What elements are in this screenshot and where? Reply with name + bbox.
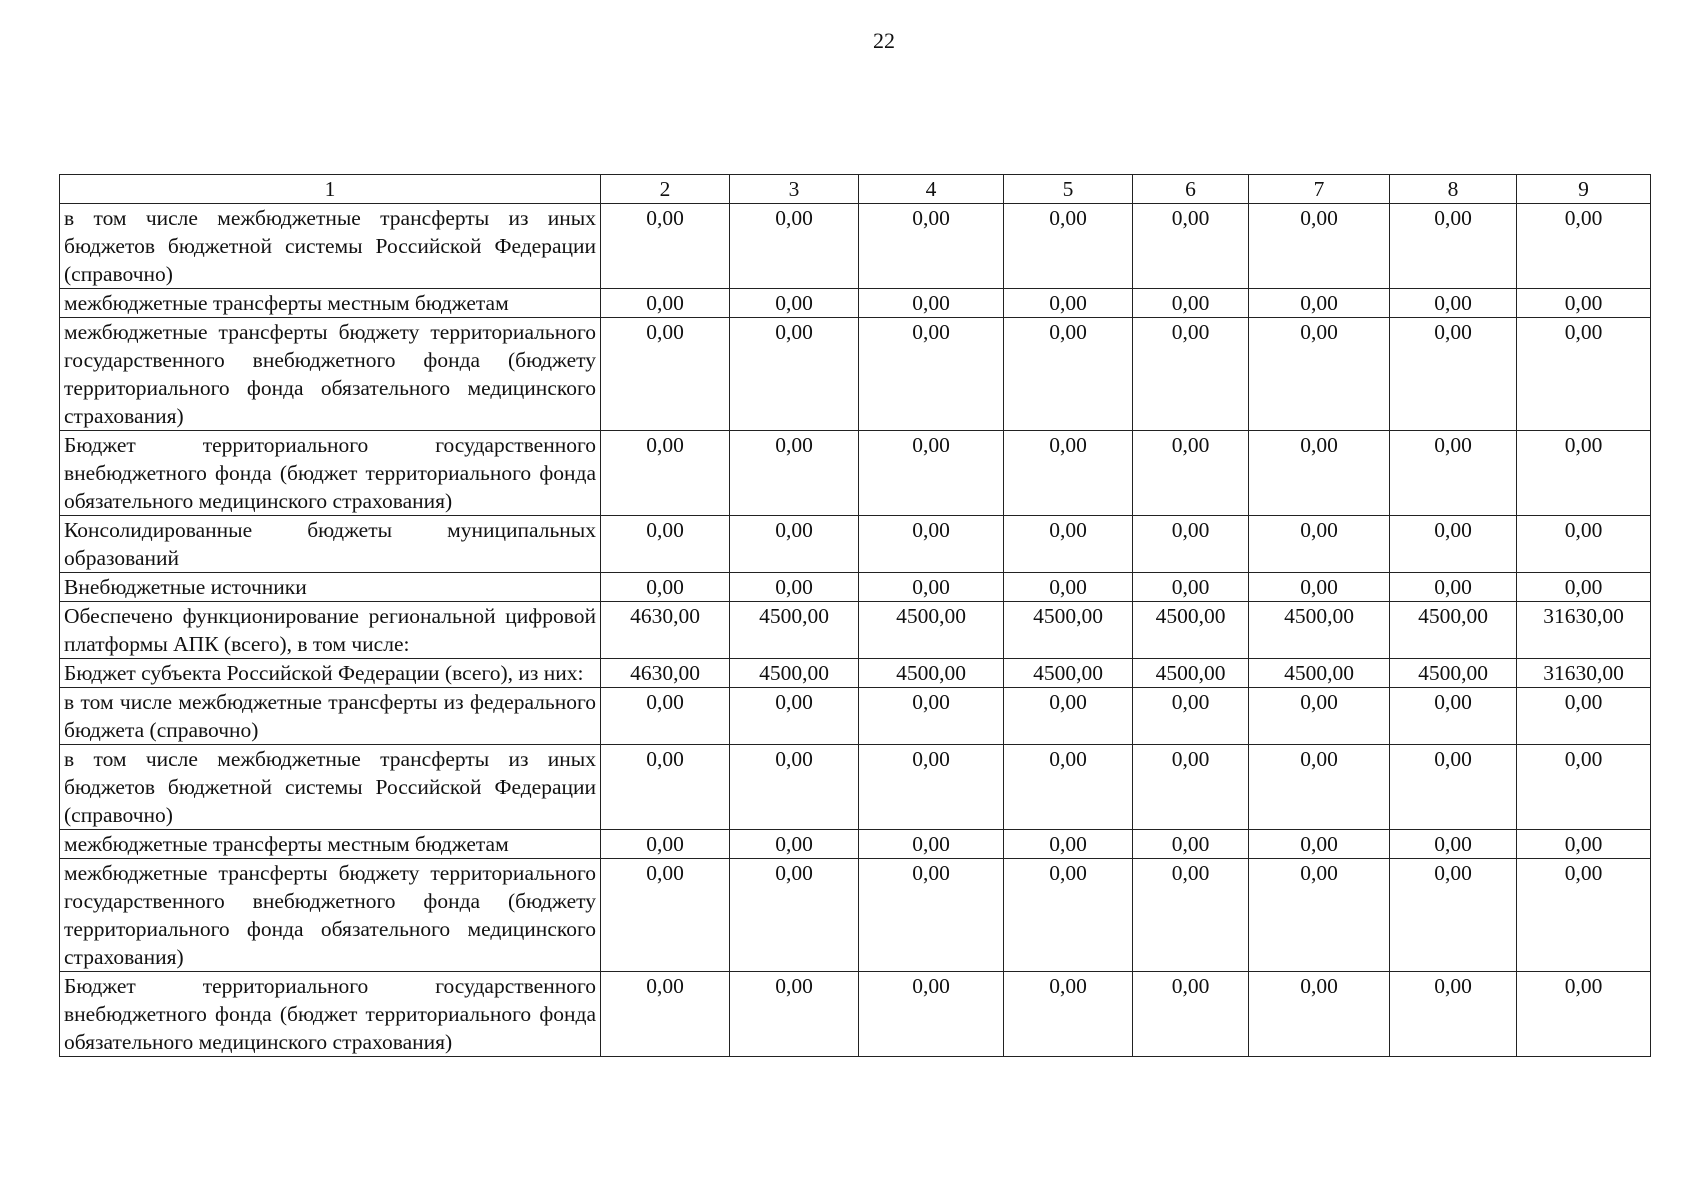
row-label: Внебюджетные источники: [60, 573, 601, 602]
row-value-col-4: 0,00: [859, 289, 1004, 318]
row-value-col-9: 31630,00: [1517, 659, 1651, 688]
row-label: Обеспечено функционирование региональной цифровой платформы АПК (всего), в том числе:: [60, 602, 601, 659]
row-value-col-8: 0,00: [1390, 516, 1517, 573]
row-value-col-5: 0,00: [1004, 318, 1133, 431]
row-label: в том числе межбюджетные трансферты из иных бюджетов бюджетной системы Российской Федерации (справочно): [60, 204, 601, 289]
table-row: [60, 859, 1651, 972]
table-row: [60, 972, 1651, 1057]
row-value-col-4: 0,00: [859, 204, 1004, 289]
row-value-col-5: 4500,00: [1004, 602, 1133, 659]
column-header-6: 6: [1133, 175, 1249, 204]
column-header-4: 4: [859, 175, 1004, 204]
table-row: [60, 431, 1651, 516]
row-value-col-9: 0,00: [1517, 859, 1651, 972]
row-value-col-2: 0,00: [601, 972, 730, 1057]
row-value-col-6: 0,00: [1133, 204, 1249, 289]
row-value-col-2: 0,00: [601, 204, 730, 289]
row-value-col-8: 0,00: [1390, 745, 1517, 830]
row-value-col-6: 0,00: [1133, 688, 1249, 745]
row-value-col-7: 0,00: [1249, 204, 1390, 289]
row-value-col-4: 0,00: [859, 318, 1004, 431]
row-value-col-2: 0,00: [601, 688, 730, 745]
row-label: Бюджет субъекта Российской Федерации (всего), из них:: [60, 659, 601, 688]
row-value-col-9: 0,00: [1517, 688, 1651, 745]
row-value-col-4: 4500,00: [859, 602, 1004, 659]
page-number: 22: [873, 28, 895, 53]
row-value-col-3: 0,00: [730, 431, 859, 516]
row-value-col-9: 0,00: [1517, 573, 1651, 602]
row-value-col-7: 0,00: [1249, 289, 1390, 318]
row-value-col-8: 0,00: [1390, 573, 1517, 602]
table-body: [60, 204, 1651, 1057]
row-value-col-4: 0,00: [859, 431, 1004, 516]
row-value-col-3: 0,00: [730, 972, 859, 1057]
row-value-col-9: 0,00: [1517, 289, 1651, 318]
row-value-col-5: 0,00: [1004, 859, 1133, 972]
row-value-col-8: 0,00: [1390, 204, 1517, 289]
row-value-col-6: 0,00: [1133, 745, 1249, 830]
row-value-col-5: 0,00: [1004, 431, 1133, 516]
row-value-col-3: 0,00: [730, 830, 859, 859]
table-row: [60, 516, 1651, 573]
row-value-col-5: 0,00: [1004, 204, 1133, 289]
row-value-col-8: 0,00: [1390, 859, 1517, 972]
row-value-col-4: 0,00: [859, 745, 1004, 830]
column-header-1: 1: [60, 175, 601, 204]
table-row: [60, 659, 1651, 688]
row-value-col-4: 0,00: [859, 830, 1004, 859]
row-label: межбюджетные трансферты бюджету территориального государственного внебюджетного фонда (бюджету территориального фонда обязательного медицинского страхования): [60, 859, 601, 972]
row-value-col-4: 0,00: [859, 688, 1004, 745]
row-value-col-9: 31630,00: [1517, 602, 1651, 659]
row-value-col-2: 0,00: [601, 573, 730, 602]
row-label: Консолидированные бюджеты муниципальных образований: [60, 516, 601, 573]
row-value-col-7: 4500,00: [1249, 659, 1390, 688]
row-value-col-8: 4500,00: [1390, 602, 1517, 659]
row-value-col-7: 0,00: [1249, 318, 1390, 431]
row-value-col-8: 0,00: [1390, 289, 1517, 318]
row-value-col-6: 0,00: [1133, 573, 1249, 602]
row-value-col-6: 0,00: [1133, 972, 1249, 1057]
table-header: [60, 175, 1651, 204]
row-value-col-3: 0,00: [730, 573, 859, 602]
row-value-col-6: 0,00: [1133, 516, 1249, 573]
row-value-col-5: 4500,00: [1004, 659, 1133, 688]
table-row: [60, 318, 1651, 431]
row-value-col-8: 0,00: [1390, 830, 1517, 859]
row-value-col-6: 0,00: [1133, 830, 1249, 859]
row-value-col-6: 0,00: [1133, 859, 1249, 972]
row-value-col-5: 0,00: [1004, 289, 1133, 318]
row-label: в том числе межбюджетные трансферты из иных бюджетов бюджетной системы Российской Федерации (справочно): [60, 745, 601, 830]
table-row: [60, 289, 1651, 318]
row-value-col-2: 0,00: [601, 516, 730, 573]
row-value-col-2: 0,00: [601, 431, 730, 516]
row-value-col-3: 0,00: [730, 516, 859, 573]
row-value-col-2: 0,00: [601, 318, 730, 431]
row-label: Бюджет территориального государственного внебюджетного фонда (бюджет территориального фонда обязательного медицинского страхования): [60, 972, 601, 1057]
budget-table: [59, 174, 1651, 1057]
row-value-col-4: 0,00: [859, 573, 1004, 602]
row-label: межбюджетные трансферты местным бюджетам: [60, 830, 601, 859]
row-value-col-5: 0,00: [1004, 516, 1133, 573]
row-value-col-5: 0,00: [1004, 573, 1133, 602]
row-value-col-3: 0,00: [730, 318, 859, 431]
row-value-col-9: 0,00: [1517, 830, 1651, 859]
row-value-col-2: 4630,00: [601, 602, 730, 659]
row-value-col-2: 0,00: [601, 745, 730, 830]
table-row: [60, 688, 1651, 745]
header-row: [60, 175, 1651, 204]
row-value-col-6: 0,00: [1133, 289, 1249, 318]
column-header-3: 3: [730, 175, 859, 204]
column-header-5: 5: [1004, 175, 1133, 204]
row-value-col-3: 0,00: [730, 859, 859, 972]
table-row: [60, 602, 1651, 659]
row-value-col-2: 4630,00: [601, 659, 730, 688]
row-value-col-4: 0,00: [859, 859, 1004, 972]
row-value-col-5: 0,00: [1004, 688, 1133, 745]
row-value-col-7: 0,00: [1249, 688, 1390, 745]
row-value-col-6: 0,00: [1133, 431, 1249, 516]
row-value-col-7: 0,00: [1249, 516, 1390, 573]
column-header-7: 7: [1249, 175, 1390, 204]
row-value-col-8: 4500,00: [1390, 659, 1517, 688]
row-value-col-3: 0,00: [730, 688, 859, 745]
column-header-9: 9: [1517, 175, 1651, 204]
row-value-col-6: 4500,00: [1133, 602, 1249, 659]
row-value-col-9: 0,00: [1517, 318, 1651, 431]
row-value-col-3: 4500,00: [730, 602, 859, 659]
row-label: в том числе межбюджетные трансферты из федерального бюджета (справочно): [60, 688, 601, 745]
column-header-2: 2: [601, 175, 730, 204]
row-value-col-5: 0,00: [1004, 745, 1133, 830]
column-header-8: 8: [1390, 175, 1517, 204]
row-value-col-7: 0,00: [1249, 859, 1390, 972]
row-value-col-8: 0,00: [1390, 688, 1517, 745]
row-value-col-7: 0,00: [1249, 431, 1390, 516]
row-value-col-5: 0,00: [1004, 830, 1133, 859]
row-value-col-2: 0,00: [601, 830, 730, 859]
row-value-col-9: 0,00: [1517, 431, 1651, 516]
row-value-col-8: 0,00: [1390, 318, 1517, 431]
row-label: Бюджет территориального государственного внебюджетного фонда (бюджет территориального фонда обязательного медицинского страхования): [60, 431, 601, 516]
row-value-col-4: 0,00: [859, 972, 1004, 1057]
row-value-col-6: 0,00: [1133, 318, 1249, 431]
table-row: [60, 204, 1651, 289]
row-label: межбюджетные трансферты бюджету территориального государственного внебюджетного фонда (бюджету территориального фонда обязательного медицинского страхования): [60, 318, 601, 431]
row-value-col-9: 0,00: [1517, 745, 1651, 830]
row-value-col-4: 0,00: [859, 516, 1004, 573]
row-value-col-6: 4500,00: [1133, 659, 1249, 688]
row-value-col-8: 0,00: [1390, 431, 1517, 516]
row-value-col-2: 0,00: [601, 859, 730, 972]
table-row: [60, 573, 1651, 602]
row-value-col-2: 0,00: [601, 289, 730, 318]
row-label: межбюджетные трансферты местным бюджетам: [60, 289, 601, 318]
row-value-col-7: 4500,00: [1249, 602, 1390, 659]
row-value-col-9: 0,00: [1517, 204, 1651, 289]
row-value-col-7: 0,00: [1249, 745, 1390, 830]
row-value-col-7: 0,00: [1249, 830, 1390, 859]
row-value-col-7: 0,00: [1249, 972, 1390, 1057]
row-value-col-3: 0,00: [730, 204, 859, 289]
table-row: [60, 745, 1651, 830]
row-value-col-7: 0,00: [1249, 573, 1390, 602]
row-value-col-3: 0,00: [730, 289, 859, 318]
row-value-col-8: 0,00: [1390, 972, 1517, 1057]
row-value-col-4: 4500,00: [859, 659, 1004, 688]
row-value-col-9: 0,00: [1517, 972, 1651, 1057]
table-row: [60, 830, 1651, 859]
row-value-col-5: 0,00: [1004, 972, 1133, 1057]
row-value-col-3: 4500,00: [730, 659, 859, 688]
row-value-col-9: 0,00: [1517, 516, 1651, 573]
row-value-col-3: 0,00: [730, 745, 859, 830]
